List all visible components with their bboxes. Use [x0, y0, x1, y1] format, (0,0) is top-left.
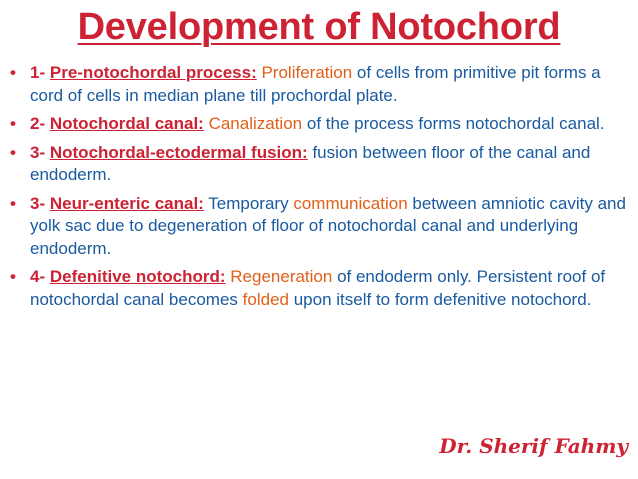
list-item: [8, 62, 628, 107]
bullet-icon: •: [10, 114, 16, 133]
item-text: upon itself to form defenitive notochord.: [293, 289, 592, 309]
item-highlight: folded: [242, 289, 289, 309]
item-highlight: communication: [293, 193, 408, 213]
author-signature: Dr. Sherif Fahmy: [439, 434, 628, 458]
list-item: [8, 266, 628, 311]
item-text: of the process forms notochordal canal.: [306, 114, 605, 133]
bullet-icon: •: [10, 142, 16, 162]
item-highlight: Proliferation: [261, 63, 353, 82]
item-number: 4-: [30, 267, 46, 286]
item-highlight: Regeneration: [230, 267, 333, 286]
item-text: between amniotic cavity and yolk sac due to degeneration of floor of notochordal canal and underlying endoderm.: [30, 193, 626, 258]
list-item: [8, 193, 628, 261]
list-item: [8, 113, 628, 136]
item-term: Notochordal canal:: [49, 114, 204, 133]
bullet-list: [8, 62, 628, 317]
bullet-icon: •: [10, 267, 16, 286]
list-item: [8, 142, 628, 187]
item-term: Notochordal-ectodermal fusion:: [49, 142, 308, 162]
item-text: of endoderm only. Persistent roof of notochordal canal becomes: [30, 267, 606, 309]
item-number: 1-: [30, 63, 46, 82]
item-text: fusion between floor of the canal and endoderm.: [30, 142, 591, 184]
bullet-icon: •: [10, 63, 16, 82]
item-text: Temporary: [208, 193, 289, 213]
item-text: of cells from primitive pit forms a cord of cells in median plane till prochordal plate.: [30, 63, 601, 105]
item-highlight: Canalization: [208, 114, 303, 133]
slide-title: Development of Notochord: [77, 6, 561, 48]
bullet-icon: •: [10, 193, 16, 213]
item-number: 3-: [30, 193, 46, 213]
item-term: Defenitive notochord:: [49, 267, 226, 286]
item-number: 2-: [30, 114, 46, 133]
item-number: 3-: [30, 142, 46, 162]
item-term: Pre-notochordal process:: [49, 63, 257, 82]
item-term: Neur-enteric canal:: [49, 193, 204, 213]
